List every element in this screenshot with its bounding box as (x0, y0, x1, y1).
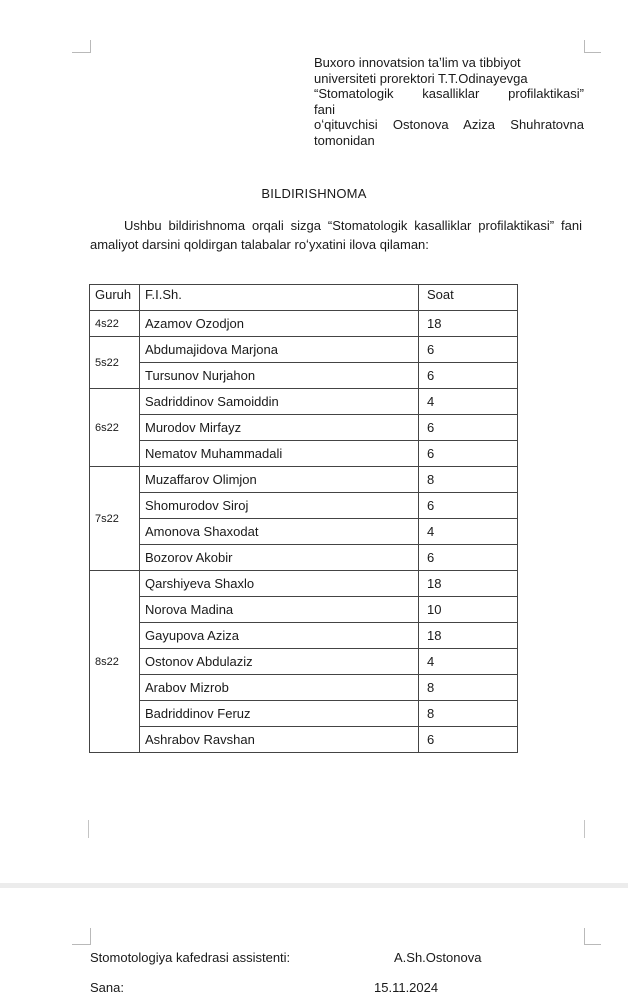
hours-cell: 18 (419, 571, 518, 597)
page-divider (0, 883, 628, 888)
hours-cell: 6 (419, 545, 518, 571)
hours-cell: 18 (419, 311, 518, 337)
student-name-cell: Arabov Mizrob (140, 675, 419, 701)
student-name-cell: Qarshiyeva Shaxlo (140, 571, 419, 597)
student-name-cell: Bozorov Akobir (140, 545, 419, 571)
page-corner-mark (72, 40, 91, 53)
table-row (90, 571, 518, 597)
hours-cell: 10 (419, 597, 518, 623)
addressee-block (314, 55, 584, 149)
hours-cell: 6 (419, 441, 518, 467)
table-row (90, 467, 518, 493)
absent-students-table (89, 284, 518, 753)
group-cell: 7s22 (90, 467, 140, 571)
header-hours: Soat (419, 285, 518, 311)
student-name-cell: Abdumajidova Marjona (140, 337, 419, 363)
group-cell: 5s22 (90, 337, 140, 389)
table-row (90, 727, 518, 753)
student-name-cell: Azamov Ozodjon (140, 311, 419, 337)
page-corner-mark (584, 40, 601, 53)
body-paragraph: Ushbu bildirishnoma orqali sizga “Stomatologik kasalliklar profilaktikasi” fani amaliyot darsini qoldirgan talabalar roʻyxatini ilova qilaman: (90, 218, 582, 252)
student-name-cell: Amonova Shaxodat (140, 519, 419, 545)
student-name-cell: Gayupova Aziza (140, 623, 419, 649)
student-name-cell: Shomurodov Siroj (140, 493, 419, 519)
student-name-cell: Badriddinov Feruz (140, 701, 419, 727)
signature-position: Stomotologiya kafedrasi assistenti: (90, 950, 291, 965)
table-row (90, 623, 518, 649)
hours-cell: 4 (419, 649, 518, 675)
group-cell: 6s22 (90, 389, 140, 467)
hours-cell: 4 (419, 389, 518, 415)
table-body (90, 311, 518, 753)
table-row (90, 597, 518, 623)
table-row (90, 389, 518, 415)
table-row (90, 363, 518, 389)
hours-cell: 6 (419, 363, 518, 389)
student-name-cell: Sadriddinov Samoiddin (140, 389, 419, 415)
student-name-cell: Nematov Muhammadali (140, 441, 419, 467)
hours-cell: 6 (419, 727, 518, 753)
table-header-row (90, 285, 518, 311)
page-corner-mark (72, 928, 91, 945)
header-name: F.I.Sh. (140, 285, 419, 311)
addressee-line: tomonidan (314, 132, 375, 148)
student-name-cell: Ashrabov Ravshan (140, 727, 419, 753)
table-row (90, 545, 518, 571)
table-row (90, 675, 518, 701)
student-name-cell: Murodov Mirfayz (140, 415, 419, 441)
header-group: Guruh (90, 285, 140, 311)
table-row (90, 415, 518, 441)
page-corner-mark (584, 820, 585, 838)
hours-cell: 18 (419, 623, 518, 649)
page-corner-mark (88, 820, 89, 838)
date-label: Sana: (90, 980, 124, 995)
addressee-line: “Stomatologik kasalliklar profilaktikasi” (314, 86, 584, 102)
student-name-cell: Ostonov Abdulaziz (140, 649, 419, 675)
table-row (90, 493, 518, 519)
table-row (90, 337, 518, 363)
hours-cell: 8 (419, 675, 518, 701)
addressee-line: fani (314, 101, 335, 117)
table-row (90, 701, 518, 727)
addressee-line: Buxoro innovatsion taʼlim va tibbiyot (314, 55, 521, 70)
hours-cell: 8 (419, 467, 518, 493)
table-row (90, 311, 518, 337)
student-name-cell: Muzaffarov Olimjon (140, 467, 419, 493)
table-row (90, 519, 518, 545)
date-value: 15.11.2024 (374, 980, 439, 995)
document-title: BILDIRISHNOMA (261, 186, 367, 201)
hours-cell: 6 (419, 493, 518, 519)
hours-cell: 6 (419, 337, 518, 363)
page-corner-mark (584, 928, 601, 945)
table-row (90, 649, 518, 675)
group-cell: 4s22 (90, 311, 140, 337)
addressee-line: universiteti prorektori T.T.Odinayevga (314, 70, 528, 86)
student-name-cell: Norova Madina (140, 597, 419, 623)
hours-cell: 6 (419, 415, 518, 441)
group-cell: 8s22 (90, 571, 140, 753)
hours-cell: 8 (419, 701, 518, 727)
signature-name: A.Sh.Ostonova (394, 950, 482, 965)
student-name-cell: Tursunov Nurjahon (140, 363, 419, 389)
addressee-line: oʻqituvchisi Ostonova Aziza Shuhratovna (314, 117, 584, 133)
table-row (90, 441, 518, 467)
hours-cell: 4 (419, 519, 518, 545)
